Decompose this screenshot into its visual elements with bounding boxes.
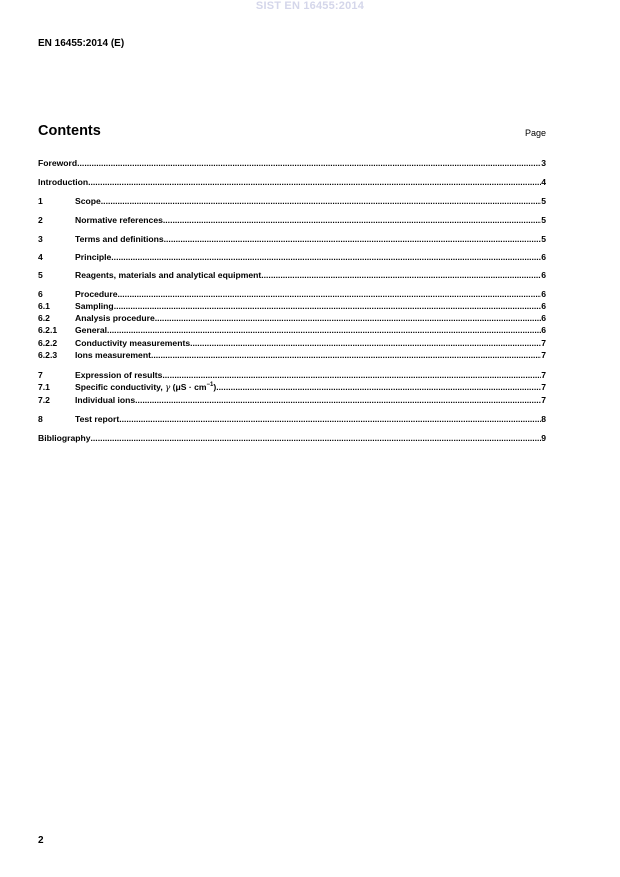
toc-entry-number: 6 — [38, 289, 43, 299]
toc-leader-dots — [190, 338, 541, 349]
toc-entry-page: 5 — [541, 234, 546, 244]
toc-entry-title: Procedure — [75, 289, 118, 299]
toc-entry-page: 6 — [541, 325, 546, 335]
page-number: 2 — [38, 835, 44, 846]
toc-entry-title: Terms and definitions — [75, 234, 164, 244]
toc-entry-number: 4 — [38, 252, 43, 262]
toc-entry-title: Individual ions — [75, 395, 136, 405]
toc-entry-number: 6.2.2 — [38, 338, 58, 348]
toc-entry-page: 7 — [541, 395, 546, 405]
toc-entry-page: 4 — [541, 177, 546, 187]
toc-entry-number: 6.2.3 — [38, 350, 58, 360]
unit-exponent: −1 — [206, 382, 214, 388]
toc-entry-number: 3 — [38, 234, 43, 244]
toc-entry-page: 6 — [541, 289, 546, 299]
toc-entry-page: 5 — [541, 215, 546, 225]
toc-leader-dots — [119, 414, 541, 425]
toc-entry-number: 6.2 — [38, 313, 50, 323]
toc-entry-number: 5 — [38, 270, 43, 280]
toc-entry-title-text: Specific conductivity, — [75, 382, 166, 392]
toc-entry-title: Expression of results — [75, 370, 163, 380]
toc-entry-number: 8 — [38, 414, 43, 424]
toc-entry-number: 6.2.1 — [38, 325, 58, 335]
toc-entry-foreword[interactable] — [38, 158, 546, 169]
toc-entry-expression-of-results[interactable] — [38, 370, 546, 381]
toc-leader-dots — [107, 325, 541, 336]
toc-entry-number: 1 — [38, 196, 43, 206]
toc-entry-title: Conductivity measurements — [75, 338, 191, 348]
toc-leader-dots — [91, 433, 542, 444]
toc-entry-conductivity-measurements[interactable] — [38, 338, 546, 349]
toc-leader-dots — [155, 313, 541, 324]
toc-entry-sampling[interactable] — [38, 301, 546, 312]
toc-entry-analysis-procedure[interactable] — [38, 313, 546, 324]
toc-entry-title: Bibliography — [38, 433, 91, 443]
toc-leader-dots — [77, 158, 541, 169]
toc-entry-principle[interactable] — [38, 252, 546, 263]
toc-leader-dots — [261, 270, 541, 281]
toc-leader-dots — [135, 395, 541, 406]
toc-entry-page: 7 — [541, 350, 546, 360]
toc-entry-reagents[interactable] — [38, 270, 546, 281]
page-column-label: Page — [524, 128, 546, 138]
toc-entry-number: 6.1 — [38, 301, 50, 311]
toc-entry-page: 6 — [541, 313, 546, 323]
toc-entry-test-report[interactable] — [38, 414, 546, 425]
unit-suffix: ) — [213, 382, 217, 392]
toc-entry-page: 6 — [541, 301, 546, 311]
toc-entry-scope[interactable] — [38, 196, 546, 207]
toc-leader-dots — [164, 234, 542, 245]
toc-entry-bibliography[interactable] — [38, 433, 546, 444]
toc-leader-dots — [216, 382, 541, 393]
toc-entry-procedure[interactable] — [38, 289, 546, 300]
watermark: SIST EN 16455:2014 — [255, 0, 365, 12]
toc-leader-dots — [114, 301, 542, 312]
toc-entry-general[interactable] — [38, 325, 546, 336]
toc-entry-page: 8 — [541, 414, 546, 424]
toc-entry-title: Foreword — [38, 158, 78, 168]
toc-leader-dots — [118, 289, 542, 300]
toc-entry-introduction[interactable] — [38, 177, 546, 188]
toc-entry-page: 7 — [541, 382, 546, 392]
document-id: EN 16455:2014 (E) — [38, 38, 125, 49]
toc-entry-specific-conductivity[interactable] — [38, 382, 546, 393]
toc-entry-number: 7.1 — [38, 382, 50, 392]
toc-entry-page: 9 — [541, 433, 546, 443]
toc-leader-dots — [163, 215, 541, 226]
toc-leader-dots — [88, 177, 541, 188]
toc-entry-title: Normative references — [75, 215, 163, 225]
gamma-symbol: γ — [165, 383, 171, 393]
toc-entry-ions-measurement[interactable] — [38, 350, 546, 361]
toc-entry-normative-references[interactable] — [38, 215, 546, 226]
toc-entry-page: 6 — [541, 252, 546, 262]
toc-entry-title: Test report — [75, 414, 120, 424]
toc-entry-title — [75, 382, 216, 394]
toc-entry-title: Ions measurement — [75, 350, 151, 360]
unit-prefix: (μS · cm — [170, 382, 207, 392]
toc-entry-title: Analysis procedure — [75, 313, 155, 323]
toc-entry-title: Scope — [75, 196, 101, 206]
toc-entry-page: 3 — [541, 158, 546, 168]
toc-entry-terms-and-definitions[interactable] — [38, 234, 546, 245]
toc-leader-dots — [101, 196, 541, 207]
toc-entry-page: 7 — [541, 338, 546, 348]
toc-entry-number: 2 — [38, 215, 43, 225]
toc-entry-page: 6 — [541, 270, 546, 280]
toc-entry-title: Introduction — [38, 177, 89, 187]
toc-entry-title: Principle — [75, 252, 112, 262]
toc-entry-number: 7 — [38, 370, 43, 380]
toc-leader-dots — [162, 370, 541, 381]
toc-entry-title: Reagents, materials and analytical equipment — [75, 270, 262, 280]
toc-entry-title: Sampling — [75, 301, 114, 311]
toc-entry-individual-ions[interactable] — [38, 395, 546, 406]
toc-entry-number: 7.2 — [38, 395, 50, 405]
toc-leader-dots — [151, 350, 541, 361]
toc-entry-page: 5 — [541, 196, 546, 206]
toc-entry-page: 7 — [541, 370, 546, 380]
toc-entry-title: General — [75, 325, 108, 335]
contents-title: Contents — [38, 123, 101, 139]
toc-leader-dots — [111, 252, 541, 263]
